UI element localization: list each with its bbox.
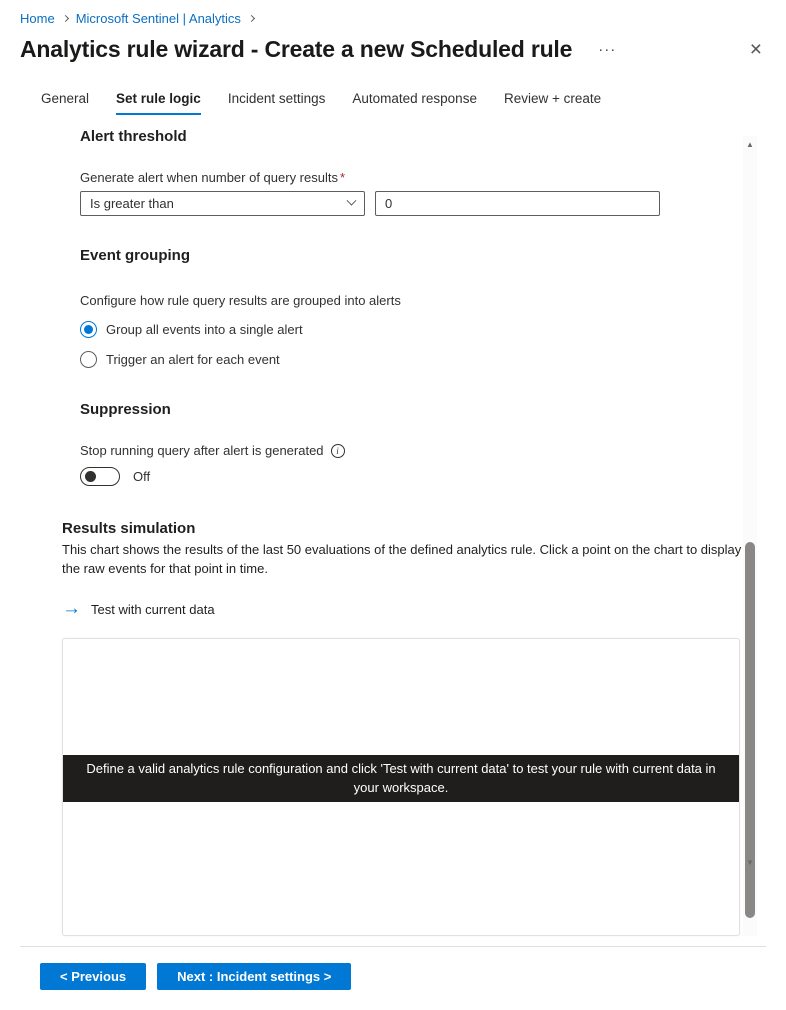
scroll-up-icon[interactable]: ▲	[746, 139, 754, 149]
required-marker: *	[339, 170, 346, 185]
footer-divider	[20, 946, 766, 947]
suppression-label: Stop running query after alert is generated	[80, 443, 324, 458]
suppression-label-row	[80, 443, 786, 458]
page-title: Analytics rule wizard - Create a new Scheduled rule	[20, 36, 573, 62]
scroll-down-icon[interactable]: ▼	[746, 857, 754, 867]
breadcrumb	[0, 0, 786, 26]
test-with-current-data-link[interactable]	[62, 598, 215, 620]
chart-empty-state-message: Define a valid analytics rule configuration and click 'Test with current data' to test your rule with current data in your workspace.	[63, 755, 739, 803]
breadcrumb-home-link[interactable]: Home	[20, 11, 55, 26]
radio-group-single-alert[interactable]	[80, 321, 786, 338]
alert-threshold-heading: Alert threshold	[80, 128, 187, 145]
operator-dropdown[interactable]	[80, 191, 365, 216]
breadcrumb-sentinel-analytics-link[interactable]: Microsoft Sentinel | Analytics	[75, 11, 241, 26]
results-chart-placeholder	[62, 638, 740, 936]
vertical-scrollbar[interactable]	[743, 136, 757, 936]
tab-incident-settings[interactable]: Incident settings	[227, 91, 326, 106]
more-options-icon[interactable]: ···	[598, 40, 617, 58]
tab-automated-response[interactable]: Automated response	[352, 91, 477, 106]
event-grouping-heading: Event grouping	[80, 247, 190, 264]
radio-option-label: Trigger an alert for each event	[106, 352, 280, 367]
radio-alert-per-event[interactable]	[80, 351, 786, 368]
close-icon[interactable]: ×	[749, 37, 762, 61]
tab-content	[0, 115, 786, 936]
toggle-state-label: Off	[133, 469, 151, 484]
breadcrumb-separator-icon	[248, 15, 255, 22]
event-grouping-label: Configure how rule query results are grouped into alerts	[80, 293, 401, 308]
previous-button[interactable]: < Previous	[40, 963, 146, 990]
tab-set-rule-logic[interactable]: Set rule logic	[116, 91, 201, 115]
suppression-toggle[interactable]	[80, 467, 120, 486]
chevron-down-icon	[347, 196, 357, 206]
arrow-right-icon: →	[62, 598, 81, 620]
test-link-label: Test with current data	[91, 601, 215, 617]
title-row	[20, 36, 766, 63]
alert-threshold-controls	[80, 191, 786, 216]
suppression-toggle-row	[80, 467, 786, 486]
next-incident-settings-button[interactable]: Next : Incident settings >	[157, 963, 351, 990]
breadcrumb-separator-icon	[62, 15, 69, 22]
results-simulation-section	[62, 520, 786, 936]
tab-review-create[interactable]: Review + create	[503, 91, 602, 106]
results-simulation-heading: Results simulation	[62, 520, 196, 537]
radio-unselected-icon	[80, 351, 97, 368]
tab-general[interactable]: General	[41, 91, 90, 106]
alert-threshold-label	[80, 170, 786, 185]
results-simulation-description: This chart shows the results of the last 50 evaluations of the defined analytics rule. Click a point on the chart to display the raw events for that point in time.	[62, 542, 742, 576]
info-icon[interactable]: i	[331, 444, 345, 458]
wizard-footer	[40, 963, 351, 990]
suppression-heading: Suppression	[80, 401, 171, 418]
operator-dropdown-value: Is greater than	[90, 196, 174, 211]
radio-selected-icon	[80, 321, 97, 338]
wizard-tabs	[41, 91, 786, 115]
alert-threshold-label-text: Generate alert when number of query results	[80, 170, 338, 185]
threshold-value-input[interactable]	[375, 191, 660, 216]
toggle-knob	[85, 471, 96, 482]
radio-option-label: Group all events into a single alert	[106, 322, 303, 337]
